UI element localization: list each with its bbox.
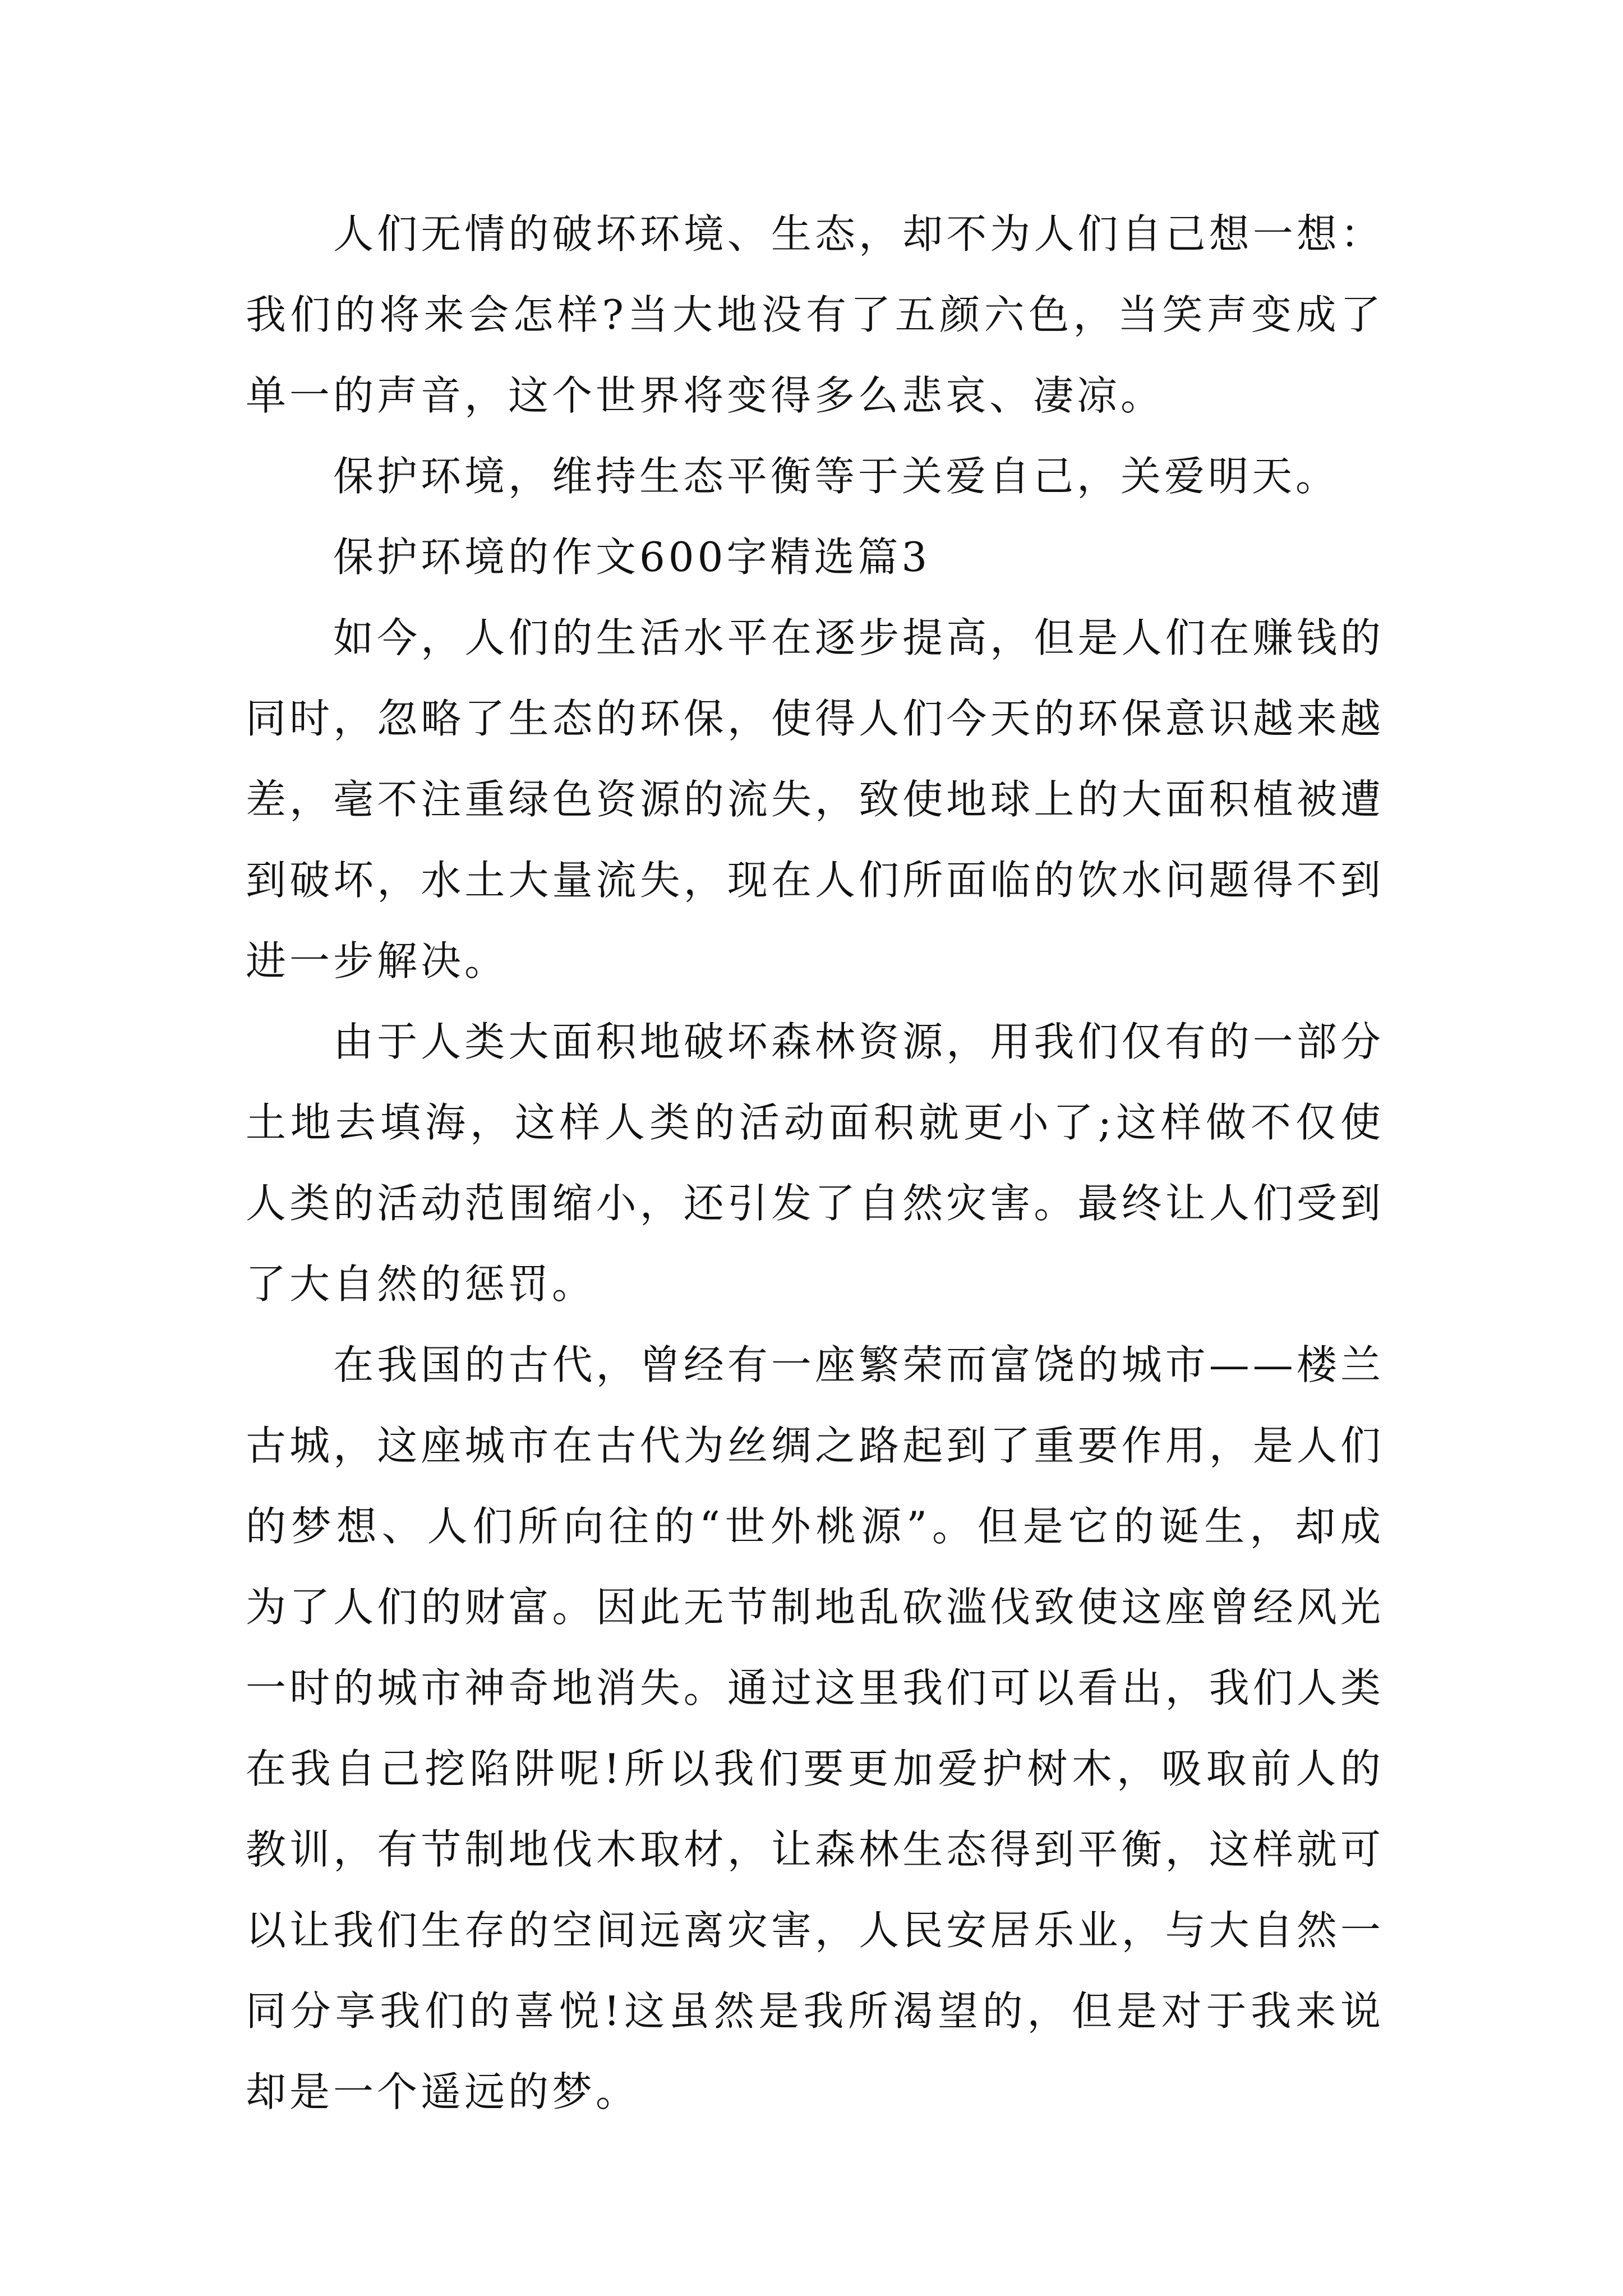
paragraph-section-2: 由于人类大面积地破坏森林资源，用我们仅有的一部分土地去填海，这样人类的活动面积就更小了;这样做不仅使人类的活动范围缩小，还引发了自然灾害。最终让人们受到了大自然的惩罚。 xyxy=(246,1018,1384,1308)
paragraph-conclusion: 保护环境，维持生态平衡等于关爱自己，关爱明天。 xyxy=(333,453,1340,500)
paragraph-section-3: 在我国的古代，曾经有一座繁荣而富饶的城市——楼兰古城，这座城市在古代为丝绸之路起到了重要作用，是人们的梦想、人们所向往的“世外桃源”。但是它的诞生，却成为了人们的财富。因此无节制地乱砍滥伐致使这座曾经风光一时的城市神奇地消失。通过这里我们可以看出，我们人类在我自己挖陷阱呢!所以我们要更加爱护树木，吸取前人的教训，有节制地伐木取材，让森林生态得到平衡，这样就可以让我们生存的空间远离灾害，人民安居乐业，与大自然一同分享我们的喜悦!这虽然是我所渴望的，但是对于我来说却是一个遥远的梦。 xyxy=(246,1341,1384,2115)
section-title: 保护环境的作文600字精选篇3 xyxy=(333,533,931,581)
document-body xyxy=(246,194,1384,2132)
paragraph-section-1: 如今，人们的生活水平在逐步提高，但是人们在赚钱的同时，忽略了生态的环保，使得人们今天的环保意识越来越差，毫不注重绿色资源的流失，致使地球上的大面积植被遭到破坏，水土大量流失，现在人们所面临的饮水问题得不到进一步解决。 xyxy=(246,614,1384,984)
paragraph-intro: 人们无情的破坏环境、生态，却不为人们自己想一想：我们的将来会怎样?当大地没有了五颜六色，当笑声变成了单一的声音，这个世界将变得多么悲哀、凄凉。 xyxy=(246,210,1384,419)
